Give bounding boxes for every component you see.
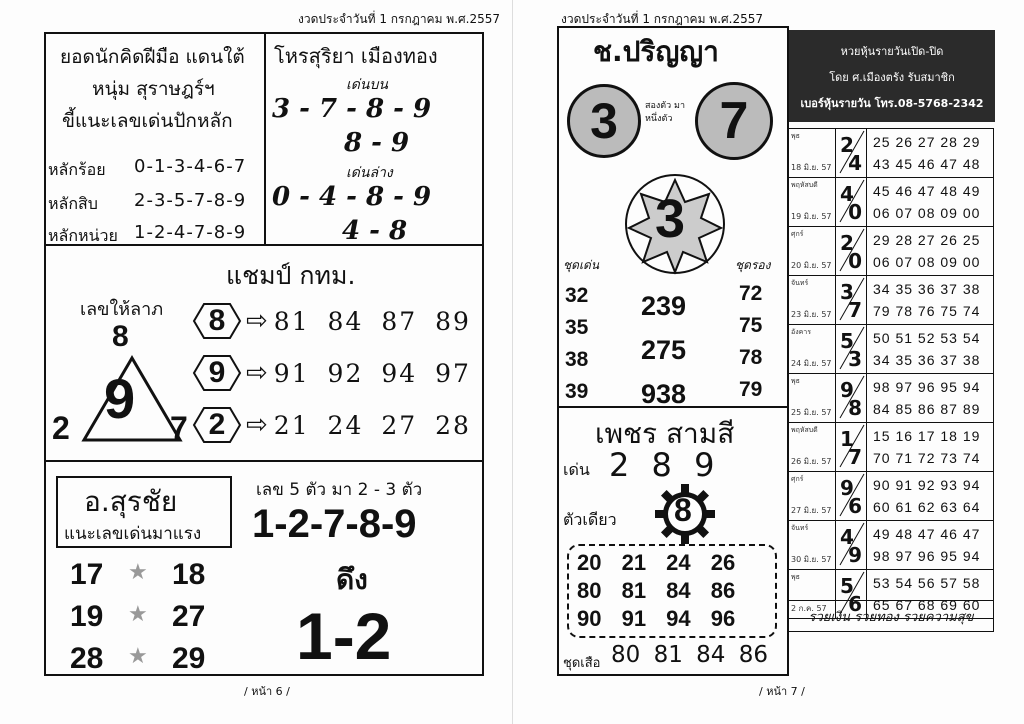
champ-row-3 <box>192 406 471 444</box>
row-numbers-2: 43 45 46 47 48 <box>873 156 981 172</box>
digit-row-hundreds-label: หลักร้อย <box>48 160 106 179</box>
chud-right-num: 78 <box>739 346 763 369</box>
ad-line-3: เบอร์หุ้นรายวัน โทร.08-5768-2342 <box>800 97 984 110</box>
grid-row-2: 80 81 84 86 <box>577 578 736 603</box>
stock-row <box>789 423 994 472</box>
chud-center-num: 938 <box>641 379 687 409</box>
stock-ad-banner <box>789 30 995 122</box>
row-numbers-1: 53 54 56 57 58 <box>873 575 981 591</box>
row-date: 20 มิ.ย. 57 <box>791 261 832 270</box>
row-bottom-digit: 4 <box>848 151 862 175</box>
champ-row-2 <box>192 354 471 392</box>
row-numbers-2: 79 78 76 75 74 <box>873 303 981 319</box>
row-day: พฤหัสบดี <box>791 181 818 189</box>
pair-3-b: 29 <box>172 642 206 675</box>
row-numbers-1: 50 51 52 53 54 <box>873 330 981 346</box>
pair-1-b: 18 <box>172 558 206 591</box>
row-day: จันทร์ <box>791 524 809 532</box>
row-numbers-1: 15 16 17 18 19 <box>873 428 981 444</box>
slogan-box <box>788 600 994 632</box>
stock-row <box>789 521 994 570</box>
star-icon: ★ <box>128 644 148 669</box>
phet-title: เพชร สามสี <box>595 417 735 450</box>
row-top-digit: 5 <box>840 574 854 598</box>
row-numbers-1: 29 28 27 26 25 <box>873 232 981 248</box>
row-numbers-cell <box>867 178 994 227</box>
left-circle-badge <box>567 84 641 158</box>
hexagon-badge <box>192 354 242 392</box>
chud-center-column <box>641 284 686 416</box>
row-top-digit: 4 <box>840 182 854 206</box>
row-date: 18 มิ.ย. 57 <box>791 163 832 172</box>
horasuriya-title: โหรสุริยา เมืองทอง <box>274 44 438 68</box>
row-day: พฤหัสบดี <box>791 426 818 434</box>
pair-1-a: 17 <box>70 558 104 591</box>
bottom-numbers-2: 4 - 8 <box>342 216 408 246</box>
digit-row-tens-value: 2-3-5-7-8-9 <box>134 190 247 211</box>
row-date: 23 มิ.ย. 57 <box>791 310 832 319</box>
row-top-digit: 9 <box>840 378 854 402</box>
row-numbers-1: 98 97 96 95 94 <box>873 379 981 395</box>
expert-title-line3: ขี้แนะเลขเด่นปักหลัก <box>62 110 233 132</box>
arrow-right-icon: ⇨ <box>246 410 268 440</box>
row-bottom-digit: 3 <box>848 347 862 371</box>
row-numbers-2: 06 07 08 09 00 <box>873 205 981 221</box>
row-top-digit: 2 <box>840 133 854 157</box>
right-circle-digit: 7 <box>719 92 749 150</box>
stock-row <box>789 472 994 521</box>
row-bottom-digit: 6 <box>848 592 862 616</box>
pair-3-a: 28 <box>70 642 104 675</box>
row-numbers-2: 34 35 36 37 38 <box>873 352 981 368</box>
grid-row-3: 90 91 94 96 <box>577 606 736 631</box>
stock-row <box>789 325 994 374</box>
row-date: 19 มิ.ย. 57 <box>791 212 832 221</box>
stock-row <box>789 374 994 423</box>
left-page-header: งวดประจำวันที่ 1 กรกฎาคม พ.ศ.2557 <box>298 12 501 26</box>
row-day-cell <box>789 423 836 472</box>
chudsuea-value: 80 81 84 86 <box>611 642 768 668</box>
top-numbers-2: 8 - 9 <box>344 128 410 158</box>
circle-caption: สองตัว มาหนึ่งตัว <box>645 101 686 124</box>
single-digit-label: ตัวเดียว <box>563 510 617 529</box>
surachai-subtitle: แนะเลขเด่นมาแรง <box>64 524 202 544</box>
row-digits-cell <box>836 276 867 325</box>
pair-2-a: 19 <box>70 600 104 633</box>
champ-box <box>44 246 484 462</box>
expert-title-line2: หนุ่ม สุราษฎร์ฯ <box>92 78 215 100</box>
row-numbers-1: 34 35 36 37 38 <box>873 281 981 297</box>
row-day-cell <box>789 129 836 178</box>
star-icon: ★ <box>128 560 148 585</box>
row-numbers-cell <box>867 472 994 521</box>
row-numbers-2: 70 71 72 73 74 <box>873 450 981 466</box>
expert-title-line1: ยอดนักคิดฝีมือ แดนใต้ <box>60 46 245 68</box>
right-page-header: งวดประจำวันที่ 1 กรกฎาคม พ.ศ.2557 <box>561 12 764 26</box>
row-day-cell <box>789 227 836 276</box>
hexagon-digit: 9 <box>208 356 226 389</box>
stock-row <box>789 227 994 276</box>
parinya-box <box>557 26 789 408</box>
row-bottom-digit: 8 <box>848 396 862 420</box>
expert-south-box <box>44 32 266 246</box>
star-icon: ★ <box>128 602 148 627</box>
digit-row-units-label: หลักหน่วย <box>48 226 118 245</box>
arrow-right-icon: ⇨ <box>246 306 268 336</box>
five-digit-value: 1-2-7-8-9 <box>252 502 417 546</box>
row-digits-cell <box>836 129 867 178</box>
chud-center-num: 275 <box>641 335 687 365</box>
row-digits-cell <box>836 178 867 227</box>
row-day-cell <box>789 472 836 521</box>
chud-left-num: 39 <box>565 380 589 403</box>
right-circle-badge <box>695 82 773 160</box>
digit-row-tens-label: หลักสิบ <box>48 194 98 213</box>
row-numbers-1: 45 46 47 48 49 <box>873 183 981 199</box>
row-digits-cell <box>836 374 867 423</box>
pair-2-b: 27 <box>172 600 206 633</box>
row-digits-cell <box>836 227 867 276</box>
row-digits-cell <box>836 472 867 521</box>
hexagon-digit: 8 <box>208 304 226 337</box>
ad-line-2: โดย ศ.เมืองตรัง รับสมาชิก <box>829 71 955 84</box>
right-page-footer: / หน้า 7 / <box>759 685 805 698</box>
champ-row-2-numbers: 91 92 94 97 <box>273 358 471 388</box>
surachai-box <box>44 460 484 676</box>
triangle-top-digit: 8 <box>112 320 129 353</box>
row-numbers-1: 90 91 92 93 94 <box>873 477 981 493</box>
row-day: พุธ <box>791 132 800 140</box>
chud-left-num: 32 <box>565 284 589 307</box>
row-date: 26 มิ.ย. 57 <box>791 457 832 466</box>
row-numbers-1: 25 26 27 28 29 <box>873 134 981 150</box>
row-day: จันทร์ <box>791 279 809 287</box>
chud-left-column <box>565 280 588 408</box>
row-day: ศุกร์ <box>791 230 804 238</box>
row-numbers-cell <box>867 374 994 423</box>
top-label: เด่นบน <box>346 77 388 93</box>
row-numbers-cell <box>867 521 994 570</box>
triangle-right-digit: 7 <box>170 410 188 446</box>
bottom-numbers-1: 0 - 4 - 8 - 9 <box>272 182 432 212</box>
row-bottom-digit: 7 <box>848 298 862 322</box>
chud-right-num: 75 <box>739 314 763 337</box>
row-bottom-digit: 0 <box>848 200 862 224</box>
row-top-digit: 5 <box>840 329 854 353</box>
stock-row <box>789 129 994 178</box>
row-date: 24 มิ.ย. 57 <box>791 359 832 368</box>
stock-results-body <box>789 129 994 619</box>
chud-left-num: 38 <box>565 348 589 371</box>
champ-row-1 <box>192 302 471 340</box>
lucky-label: เลขให้ลาภ <box>80 299 164 320</box>
row-top-digit: 4 <box>840 525 854 549</box>
triangle-center-digit: 9 <box>104 367 136 430</box>
row-numbers-cell <box>867 276 994 325</box>
number-grid-box <box>567 544 777 638</box>
chud-right-num: 72 <box>739 282 763 305</box>
slogan-text: รวยเงิน รวยทอง รวยความสุข <box>808 610 974 625</box>
chud-right-column <box>739 278 762 406</box>
chudsuea-label: ชุดเสือ <box>563 656 601 671</box>
row-day: ศุกร์ <box>791 475 804 483</box>
top-numbers-1: 3 - 7 - 8 - 9 <box>272 94 432 124</box>
row-day-cell <box>789 178 836 227</box>
row-day-cell <box>789 374 836 423</box>
chud-left-num: 35 <box>565 316 589 339</box>
row-numbers-2: 98 97 96 95 94 <box>873 548 981 564</box>
horasuriya-box <box>264 32 484 246</box>
bottom-label: เด่นล่าง <box>346 165 393 181</box>
five-digit-label: เลข 5 ตัว มา 2 - 3 ตัว <box>256 480 423 500</box>
row-top-digit: 2 <box>840 231 854 255</box>
left-circle-digit: 3 <box>590 93 618 149</box>
phet-box <box>557 406 789 676</box>
parinya-title: ช.ปริญญา <box>593 35 719 68</box>
row-bottom-digit: 6 <box>848 494 862 518</box>
row-day-cell <box>789 276 836 325</box>
stock-results-table <box>788 128 994 619</box>
row-bottom-digit: 9 <box>848 543 862 567</box>
ding-label: ดึง <box>336 563 368 596</box>
ad-line-1: หวยหุ้นรายวันเปิด-ปิด <box>840 45 944 58</box>
row-digits-cell <box>836 423 867 472</box>
row-digits-cell <box>836 521 867 570</box>
row-numbers-cell <box>867 325 994 374</box>
hexagon-badge <box>192 302 242 340</box>
row-bottom-digit: 7 <box>848 445 862 469</box>
row-day: พุธ <box>791 573 800 581</box>
row-digits-cell <box>836 325 867 374</box>
left-page-footer: / หน้า 6 / <box>244 685 290 698</box>
row-date: 30 มิ.ย. 57 <box>791 555 832 564</box>
chud-den-label: ชุดเด่น <box>563 258 600 272</box>
stock-row <box>789 178 994 227</box>
row-top-digit: 1 <box>840 427 854 451</box>
row-numbers-2: 84 85 86 87 89 <box>873 401 981 417</box>
champ-row-3-numbers: 21 24 27 28 <box>273 410 471 440</box>
den-label: เด่น <box>563 460 590 479</box>
row-day-cell <box>789 325 836 374</box>
row-top-digit: 3 <box>840 280 854 304</box>
row-numbers-2: 65 67 68 69 60 <box>873 597 981 613</box>
champ-row-1-numbers: 81 84 87 89 <box>273 306 471 336</box>
ding-value: 1-2 <box>296 599 392 673</box>
row-bottom-digit: 0 <box>848 249 862 273</box>
row-numbers-1: 49 48 47 46 47 <box>873 526 981 542</box>
digit-row-units-value: 1-2-4-7-8-9 <box>134 222 247 243</box>
row-top-digit: 9 <box>840 476 854 500</box>
digit-row-hundreds-value: 0-1-3-4-6-7 <box>134 156 247 177</box>
hexagon-badge <box>192 406 242 444</box>
chud-right-num: 79 <box>739 378 763 401</box>
surachai-name-box <box>56 476 232 548</box>
den-value: 2 8 9 <box>609 446 721 484</box>
champ-title: แชมป์ กทม. <box>226 261 356 290</box>
chud-center-num: 239 <box>641 291 687 321</box>
row-day: พุธ <box>791 377 800 385</box>
star-badge-digit: 3 <box>655 189 686 249</box>
grid-row-1: 20 21 24 26 <box>577 550 736 575</box>
row-date: 2 ก.ค. 57 <box>791 604 827 613</box>
single-digit-value: 8 <box>674 492 692 528</box>
row-day: อังคาร <box>791 328 811 336</box>
row-numbers-cell <box>867 423 994 472</box>
surachai-name: อ.สุรชัย <box>84 485 178 518</box>
stock-row <box>789 276 994 325</box>
row-numbers-cell <box>867 129 994 178</box>
row-numbers-2: 60 61 62 63 64 <box>873 499 981 515</box>
row-date: 25 มิ.ย. 57 <box>791 408 832 417</box>
row-date: 27 มิ.ย. 57 <box>791 506 832 515</box>
triangle-left-digit: 2 <box>52 410 70 446</box>
row-numbers-cell <box>867 227 994 276</box>
arrow-right-icon: ⇨ <box>246 358 268 388</box>
chud-rong-label: ชุดรอง <box>735 258 771 272</box>
row-day-cell <box>789 521 836 570</box>
hexagon-digit: 2 <box>208 408 226 441</box>
row-numbers-2: 06 07 08 09 00 <box>873 254 981 270</box>
